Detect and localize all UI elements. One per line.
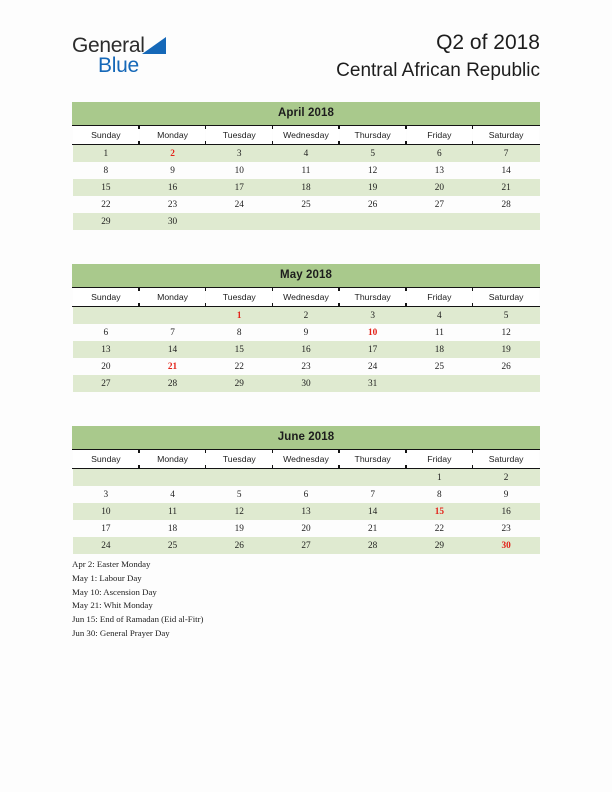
month-block	[72, 264, 540, 402]
week-row	[73, 537, 540, 554]
day-cell[interactable]: 9	[503, 489, 509, 500]
weekday-header-sunday: Sunday	[73, 288, 140, 307]
day-cell[interactable]: 4	[406, 307, 473, 325]
day-cell-empty	[73, 307, 140, 325]
day-cell[interactable]: 27	[434, 199, 445, 210]
month-block	[72, 102, 540, 240]
week-row	[73, 503, 540, 520]
day-cell[interactable]: 19	[234, 523, 244, 534]
day-cell[interactable]: 30	[273, 375, 340, 392]
legend-item: Jun 15: End of Ramadan (Eid al-Fitr)	[72, 614, 204, 625]
day-cell[interactable]: 8	[437, 489, 442, 500]
spacer-cell	[206, 230, 273, 240]
weekday-header-row	[73, 126, 540, 145]
day-cell[interactable]: 16	[273, 341, 340, 358]
weekday-header-friday: Friday	[406, 450, 473, 469]
legend-item: May 1: Labour Day	[72, 572, 142, 583]
week-row	[73, 469, 540, 487]
day-cell[interactable]: 7	[170, 327, 175, 338]
weekday-header-wednesday: Wednesday	[273, 288, 340, 307]
day-cell[interactable]: 11	[139, 503, 206, 520]
week-row	[73, 145, 540, 163]
month-block	[72, 426, 540, 564]
spacer-cell	[139, 392, 206, 402]
day-cell[interactable]: 31	[339, 375, 406, 392]
day-cell[interactable]: 14	[501, 165, 511, 176]
day-cell[interactable]: 7	[370, 489, 375, 500]
weekday-header-saturday: Saturday	[473, 288, 540, 307]
day-cell-empty	[139, 469, 206, 487]
day-cell[interactable]: 10	[234, 165, 244, 176]
day-cell[interactable]: 23	[301, 361, 311, 372]
day-cell[interactable]: 23	[501, 523, 511, 534]
legend-item: Apr 2: Easter Monday	[72, 559, 151, 569]
day-cell-empty	[273, 469, 340, 487]
day-cell[interactable]: 6	[103, 327, 109, 338]
weekday-header-monday: Monday	[139, 288, 206, 307]
day-cell[interactable]: 18	[406, 341, 473, 358]
spacer-cell	[339, 230, 406, 240]
day-cell[interactable]: 25	[434, 361, 445, 372]
day-cell[interactable]: 12	[368, 165, 378, 176]
weekday-header-friday: Friday	[406, 126, 473, 145]
triangle-icon	[142, 37, 166, 54]
week-row	[73, 162, 540, 179]
weekday-header-tuesday: Tuesday	[206, 288, 273, 307]
day-cell[interactable]: 11	[434, 327, 444, 338]
week-row	[73, 179, 540, 196]
page-header	[0, 0, 612, 96]
day-cell[interactable]: 26	[501, 361, 511, 372]
day-cell[interactable]: 3	[103, 489, 109, 500]
day-cell[interactable]: 29	[206, 375, 273, 392]
day-cell[interactable]: 26	[368, 199, 378, 210]
weekday-header-wednesday: Wednesday	[273, 126, 340, 145]
weekday-header-tuesday: Tuesday	[206, 450, 273, 469]
day-cell[interactable]: 5	[236, 489, 242, 500]
weekday-header-row	[73, 450, 540, 469]
day-cell[interactable]: 8	[236, 327, 242, 338]
calendar-months	[72, 102, 540, 588]
spacer-cell	[73, 392, 140, 402]
day-cell[interactable]: 24	[234, 199, 244, 210]
day-cell-holiday[interactable]: 2	[139, 145, 206, 163]
day-cell[interactable]: 28	[339, 537, 406, 554]
day-cell[interactable]: 21	[368, 523, 378, 534]
spacer-cell	[473, 230, 540, 240]
day-cell[interactable]: 13	[434, 165, 445, 176]
day-cell-empty	[473, 375, 540, 392]
weekday-header-monday: Monday	[139, 126, 206, 145]
spacer-cell	[406, 230, 473, 240]
day-cell[interactable]: 3	[339, 307, 406, 325]
day-cell-empty	[339, 469, 406, 487]
day-cell[interactable]: 17	[101, 523, 111, 534]
day-cell[interactable]: 15	[73, 179, 140, 196]
day-cell-holiday[interactable]: 21	[167, 361, 178, 372]
day-cell[interactable]: 28	[501, 199, 511, 210]
day-cell[interactable]: 22	[101, 199, 111, 210]
day-cell[interactable]: 19	[473, 341, 540, 358]
day-cell[interactable]: 29	[406, 537, 473, 554]
day-cell-empty	[406, 213, 473, 230]
day-cell[interactable]: 25	[139, 537, 206, 554]
spacer-cell	[273, 392, 340, 402]
day-cell-empty	[406, 375, 473, 392]
day-cell[interactable]: 6	[406, 145, 473, 163]
day-cell[interactable]: 15	[206, 341, 273, 358]
weekday-header-sunday: Sunday	[73, 126, 140, 145]
spacer-cell	[473, 392, 540, 402]
day-cell-empty	[339, 213, 406, 230]
day-cell-holiday[interactable]: 10	[368, 327, 378, 338]
day-cell[interactable]: 14	[339, 503, 406, 520]
table-spacer-row	[73, 230, 540, 240]
table-spacer-row	[73, 392, 540, 402]
legend-item: Jun 30: General Prayer Day	[72, 627, 170, 638]
day-cell[interactable]: 18	[273, 179, 340, 196]
week-row	[73, 375, 540, 392]
logo-text-blue: Blue	[98, 54, 139, 77]
weekday-header-monday: Monday	[139, 450, 206, 469]
day-cell-empty	[273, 213, 340, 230]
holiday-legend	[72, 558, 492, 641]
day-cell[interactable]: 30	[139, 213, 206, 230]
weekday-header-row	[73, 288, 540, 307]
legend-item: May 21: Whit Monday	[72, 600, 153, 611]
spacer-cell	[406, 392, 473, 402]
day-cell[interactable]: 14	[139, 341, 206, 358]
day-cell-empty	[206, 469, 273, 487]
day-cell-holiday[interactable]: 15	[406, 503, 473, 520]
page-title-quarter: Q2 of 2018	[436, 31, 540, 54]
day-cell[interactable]: 7	[473, 145, 540, 163]
day-cell[interactable]: 21	[473, 179, 540, 196]
week-row	[73, 486, 540, 503]
general-blue-logo	[72, 34, 192, 80]
day-cell[interactable]: 12	[206, 503, 273, 520]
month-table	[72, 449, 540, 564]
day-cell[interactable]: 24	[368, 361, 378, 372]
weekday-header-tuesday: Tuesday	[206, 126, 273, 145]
spacer-cell	[273, 230, 340, 240]
week-row	[73, 520, 540, 537]
day-cell[interactable]: 13	[73, 341, 140, 358]
day-cell[interactable]: 22	[234, 361, 244, 372]
day-cell[interactable]: 10	[73, 503, 140, 520]
day-cell[interactable]: 29	[73, 213, 140, 230]
day-cell[interactable]: 19	[339, 179, 406, 196]
day-cell[interactable]: 23	[167, 199, 178, 210]
day-cell-empty	[139, 307, 206, 325]
day-cell[interactable]: 9	[170, 165, 175, 176]
day-cell[interactable]: 13	[273, 503, 340, 520]
spacer-cell	[206, 392, 273, 402]
day-cell[interactable]: 24	[73, 537, 140, 554]
logo-text-general: General	[72, 34, 145, 57]
page-title-country: Central African Republic	[336, 60, 540, 81]
day-cell[interactable]: 26	[206, 537, 273, 554]
day-cell[interactable]: 17	[206, 179, 273, 196]
day-cell[interactable]: 4	[273, 145, 340, 163]
month-table	[72, 287, 540, 402]
spacer-cell	[339, 392, 406, 402]
day-cell[interactable]: 16	[473, 503, 540, 520]
day-cell[interactable]: 17	[339, 341, 406, 358]
day-cell[interactable]: 20	[101, 361, 111, 372]
day-cell[interactable]: 5	[339, 145, 406, 163]
day-cell[interactable]: 11	[301, 165, 311, 176]
week-row	[73, 213, 540, 230]
day-cell[interactable]: 22	[434, 523, 445, 534]
month-title: April 2018	[72, 102, 540, 125]
week-row	[73, 341, 540, 358]
month-table	[72, 125, 540, 240]
day-cell[interactable]: 27	[273, 537, 340, 554]
week-row	[73, 307, 540, 325]
weekday-header-saturday: Saturday	[473, 450, 540, 469]
week-row	[73, 324, 540, 341]
month-title: June 2018	[72, 426, 540, 449]
day-cell[interactable]: 20	[301, 523, 311, 534]
day-cell[interactable]: 16	[139, 179, 206, 196]
day-cell[interactable]: 8	[103, 165, 109, 176]
spacer-cell	[73, 230, 140, 240]
day-cell[interactable]: 28	[139, 375, 206, 392]
week-row	[73, 358, 540, 375]
day-cell[interactable]: 2	[273, 307, 340, 325]
day-cell[interactable]: 5	[473, 307, 540, 325]
weekday-header-sunday: Sunday	[73, 450, 140, 469]
month-title: May 2018	[72, 264, 540, 287]
day-cell-empty	[473, 213, 540, 230]
day-cell[interactable]: 2	[473, 469, 540, 487]
title-block	[336, 30, 540, 84]
day-cell-empty	[206, 213, 273, 230]
day-cell-empty	[73, 469, 140, 487]
legend-item: May 10: Ascension Day	[72, 586, 157, 597]
weekday-header-thursday: Thursday	[339, 450, 406, 469]
day-cell[interactable]: 1	[406, 469, 473, 487]
weekday-header-thursday: Thursday	[339, 288, 406, 307]
week-row	[73, 196, 540, 213]
weekday-header-friday: Friday	[406, 288, 473, 307]
day-cell[interactable]: 12	[501, 327, 511, 338]
day-cell[interactable]: 27	[73, 375, 140, 392]
day-cell[interactable]: 9	[303, 327, 309, 338]
day-cell[interactable]: 25	[301, 199, 311, 210]
spacer-cell	[139, 230, 206, 240]
day-cell-holiday[interactable]: 1	[206, 307, 273, 325]
day-cell[interactable]: 18	[167, 523, 178, 534]
day-cell[interactable]: 20	[406, 179, 473, 196]
day-cell-holiday[interactable]: 30	[473, 537, 540, 554]
weekday-header-wednesday: Wednesday	[273, 450, 340, 469]
day-cell[interactable]: 3	[206, 145, 273, 163]
day-cell[interactable]: 4	[170, 489, 175, 500]
weekday-header-saturday: Saturday	[473, 126, 540, 145]
day-cell[interactable]: 1	[73, 145, 140, 163]
day-cell[interactable]: 6	[303, 489, 309, 500]
weekday-header-thursday: Thursday	[339, 126, 406, 145]
